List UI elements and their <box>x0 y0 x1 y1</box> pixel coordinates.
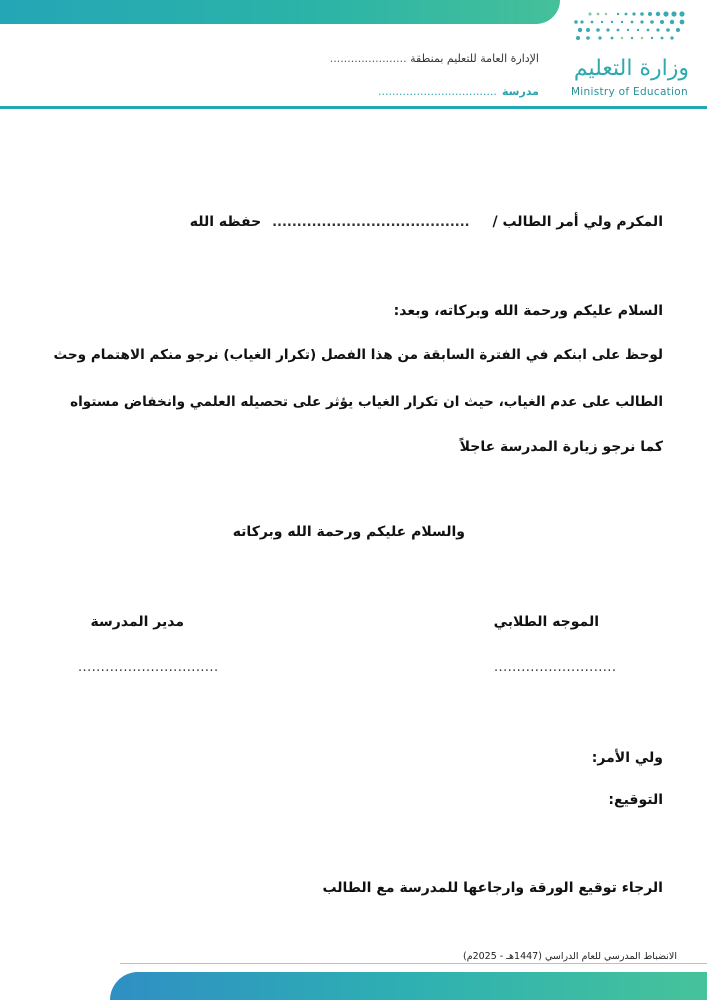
ministry-logo-dots-icon <box>572 10 690 46</box>
return-note: الرجاء توقيع الورقة وارجاعها للمدرسة مع الطالب <box>322 880 663 896</box>
salutation-line <box>190 214 663 230</box>
guardian-signature-label: التوقيع: <box>608 792 663 808</box>
closing-greeting: والسلام عليكم ورحمة الله وبركاته <box>232 524 465 540</box>
ministry-logo-english: Ministry of Education <box>570 86 688 98</box>
letter-line-2: الطالب على عدم الغياب، حيث ان تكرار الغياب يؤثر على تحصيله العلمي وانخفاض مستواه <box>70 394 663 410</box>
header-divider <box>0 106 707 109</box>
school-label: مدرسة <box>502 85 539 98</box>
counselor-title: الموجه الطلابي <box>493 614 599 630</box>
directorate-label: الإدارة العامة للتعليم بمنطقة <box>410 52 539 65</box>
greeting: السلام عليكم ورحمة الله وبركاته، وبعد: <box>393 303 663 319</box>
directorate-dots: ...................... <box>329 52 407 65</box>
header-color-band <box>0 0 560 24</box>
letter-line-1: لوحظ على ابنكم في الفترة السابقة من هذا الفصل (تكرار الغياب) نرجو منكم الاهتمام وحث <box>53 347 663 363</box>
principal-title: مدير المدرسة <box>90 614 184 630</box>
principal-signature-dots: ............................... <box>78 660 219 675</box>
footer-color-band <box>110 972 707 1000</box>
letter-line-3: كما نرجو زيارة المدرسة عاجلاً <box>459 439 663 455</box>
footer-divider <box>120 963 707 964</box>
footer-text: الانضباط المدرسي للعام الدراسي (1447هـ - 2025م) <box>462 951 677 962</box>
guardian-label: ولي الأمر: <box>591 750 663 766</box>
counselor-signature-dots: ........................... <box>494 660 617 675</box>
salutation-prefix: المكرم ولي أمر الطالب / <box>492 214 663 230</box>
school-line <box>378 80 539 99</box>
directorate-line <box>330 52 539 65</box>
school-dots: .................................. <box>378 85 497 98</box>
salutation-suffix: حفظه الله <box>189 214 262 230</box>
student-name-dots: ........................................ <box>272 215 470 230</box>
ministry-logo-arabic: وزارة التعليم <box>573 56 689 81</box>
